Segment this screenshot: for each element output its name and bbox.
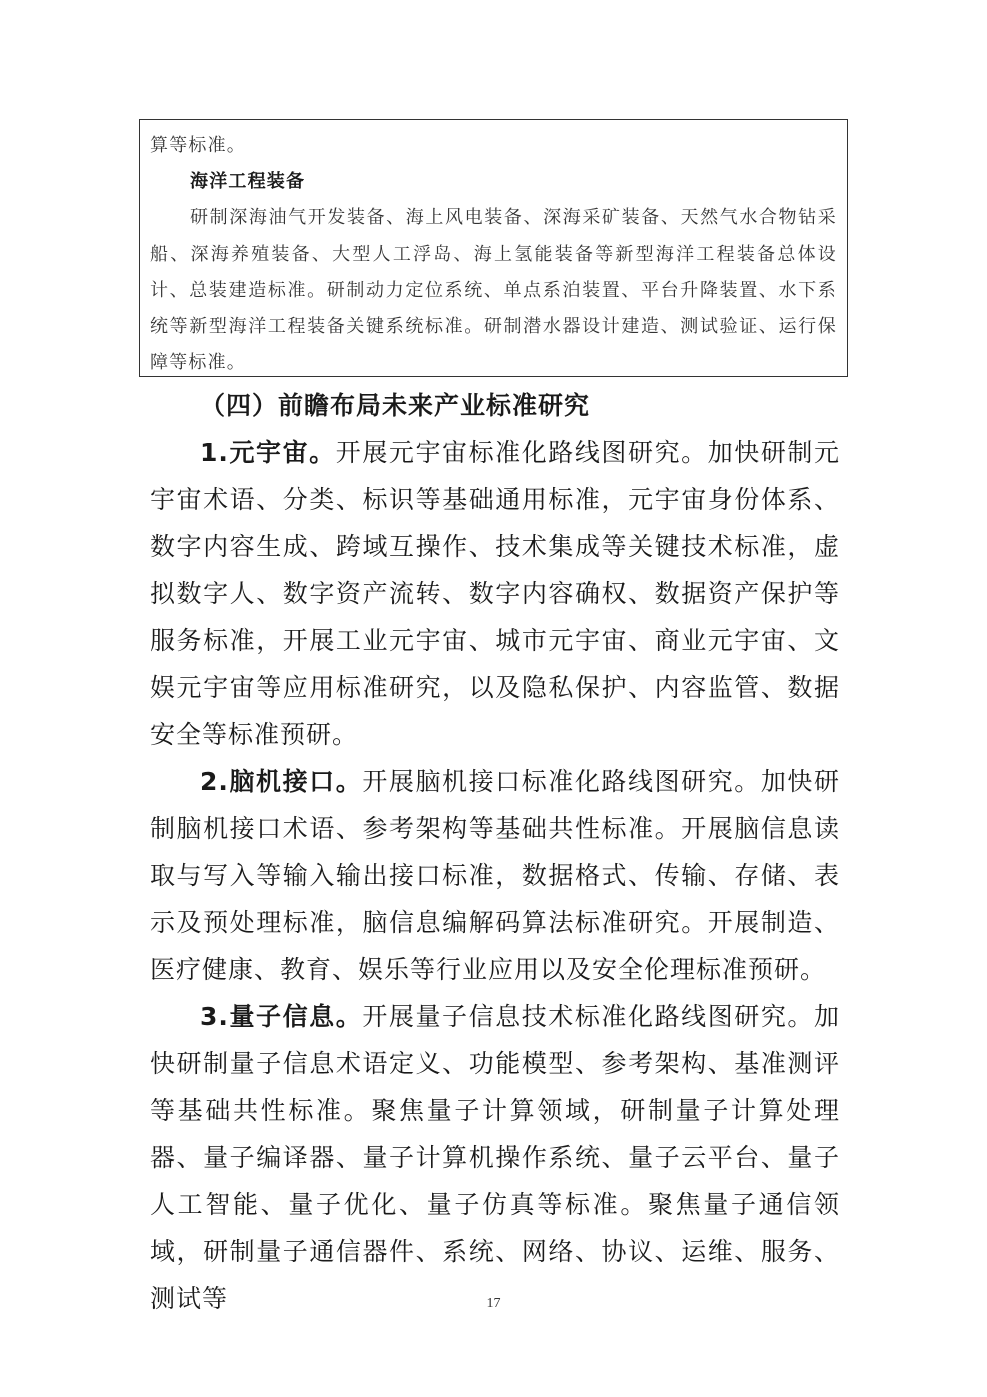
box-continuation-text: 算等标准。 xyxy=(150,135,246,156)
paragraph-lead: 2.脑机接口。 xyxy=(200,767,363,796)
section-heading: （四）前瞻布局未来产业标准研究 xyxy=(200,391,591,420)
paragraph-metaverse xyxy=(150,429,840,758)
paragraph-brain-computer-interface xyxy=(150,758,840,993)
paragraph-lead: 3.量子信息。 xyxy=(200,1002,363,1031)
paragraph-lead: 1.元宇宙。 xyxy=(200,438,336,467)
page-number: 17 xyxy=(486,1296,501,1311)
highlight-box xyxy=(139,119,848,377)
main-content xyxy=(150,382,840,1322)
paragraph-text: 开展脑机接口标准化路线图研究。加快研制脑机接口术语、参考架构等基础共性标准。开展脑信息读取与写入等输入输出接口标准，数据格式、传输、存储、表示及预处理标准，脑信息编解码算法标准研究。开展制造、医疗健康、教育、娱乐等行业应用以及安全伦理标准预研。 xyxy=(150,767,840,984)
paragraph-quantum-information xyxy=(150,993,840,1322)
paragraph-text: 开展量子信息技术标准化路线图研究。加快研制量子信息术语定义、功能模型、参考架构、基准测评等基础共性标准。聚焦量子计算领域，研制量子计算处理器、量子编译器、量子计算机操作系统、量子云平台、量子人工智能、量子优化、量子仿真等标准。聚焦量子通信领域，研制量子通信器件、系统、网络、协议、运维、服务、测试等 xyxy=(150,1002,840,1313)
box-heading: 海洋工程装备 xyxy=(190,171,306,193)
box-body-text: 研制深海油气开发装备、海上风电装备、深海采矿装备、天然气水合物钻采船、深海养殖装备、大型人工浮岛、海上氢能装备等新型海洋工程装备总体设计、总装建造标准。研制动力定位系统、单点系泊装置、平台升降装置、水下系统等新型海洋工程装备关键系统标准。研制潜水器设计建造、测试验证、运行保障等标准。 xyxy=(150,207,837,374)
paragraph-text: 开展元宇宙标准化路线图研究。加快研制元宇宙术语、分类、标识等基础通用标准，元宇宙身份体系、数字内容生成、跨域互操作、技术集成等关键技术标准，虚拟数字人、数字资产流转、数字内容确权、数据资产保护等服务标准，开展工业元宇宙、城市元宇宙、商业元宇宙、文娱元宇宙等应用标准研究，以及隐私保护、内容监管、数据安全等标准预研。 xyxy=(150,438,840,749)
